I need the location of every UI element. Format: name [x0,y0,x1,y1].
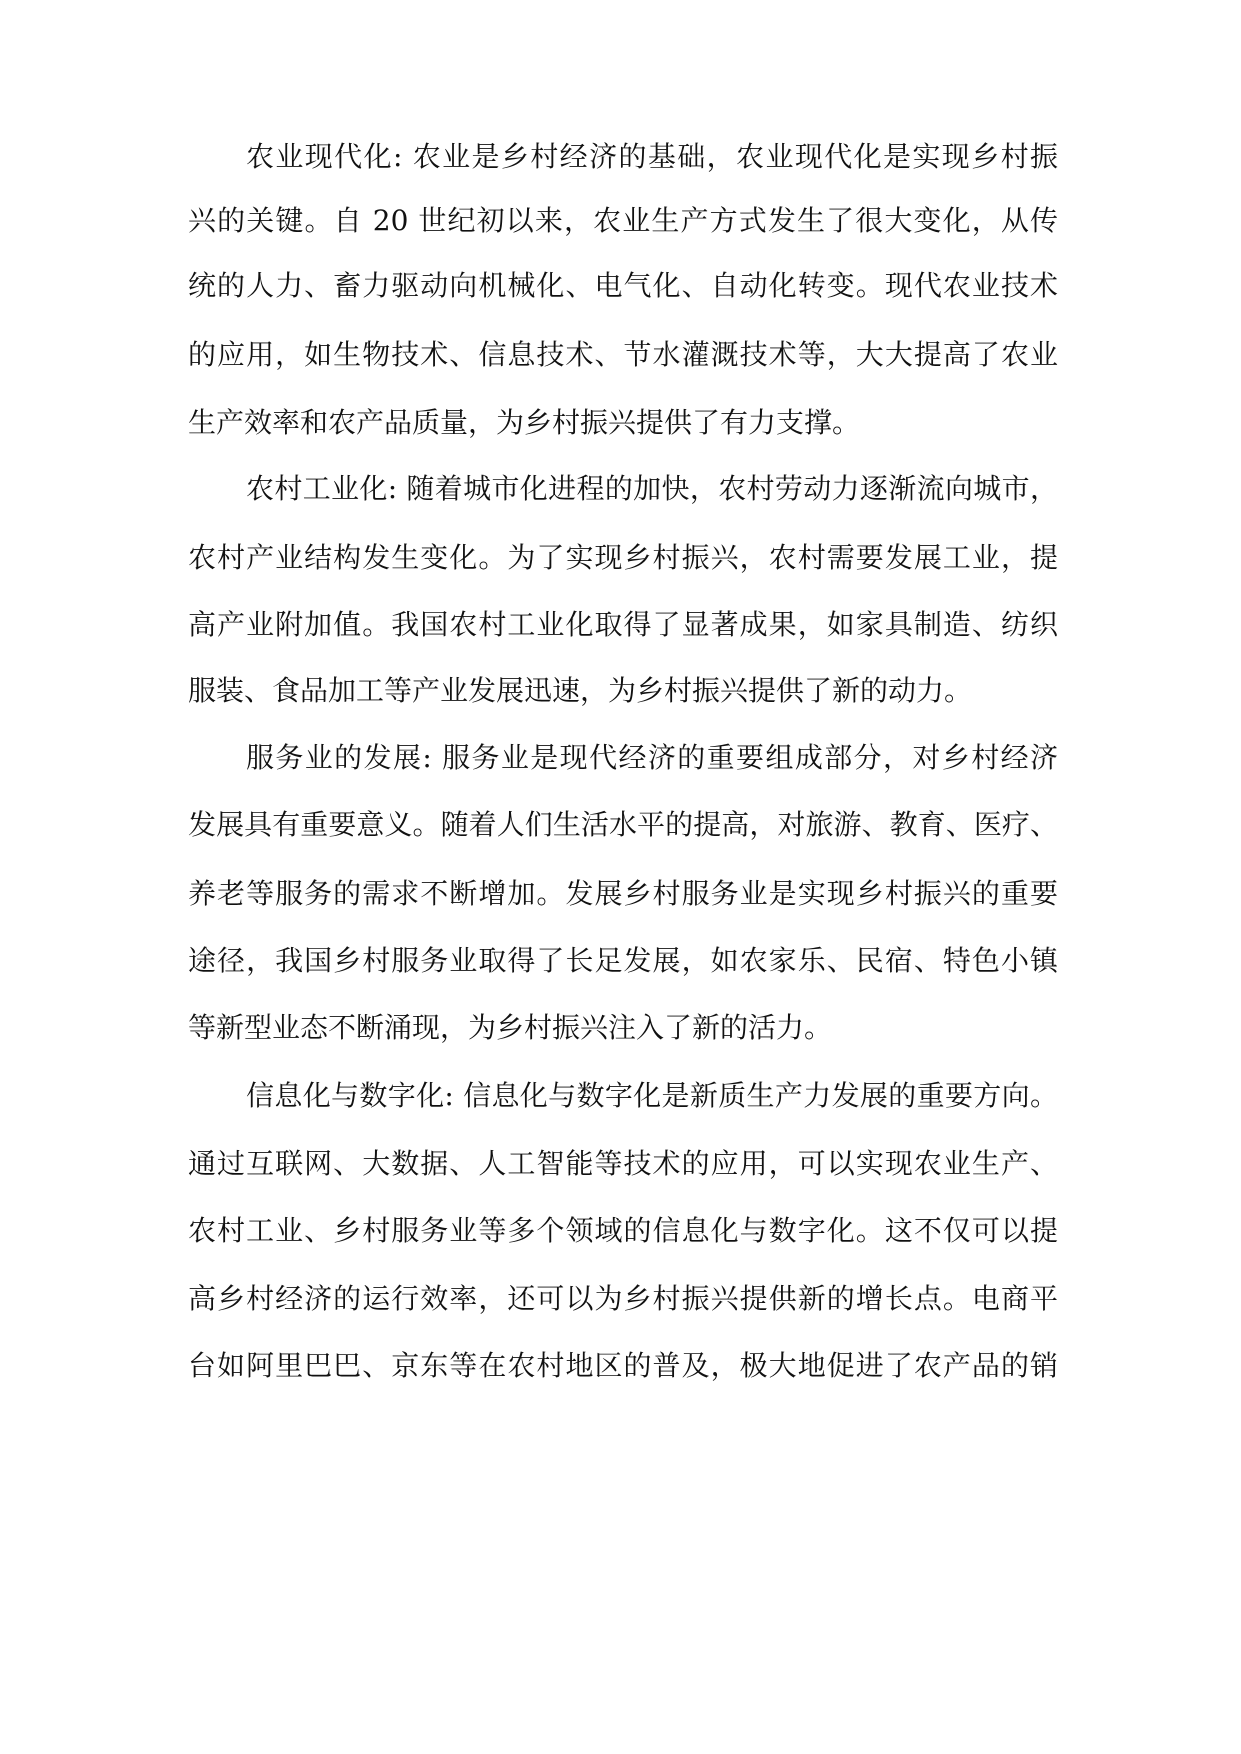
paragraph-agriculture-line-4: 的应用，如生物技术、信息技术、节水灌溉技术等，大大提高了农业 [188,338,1058,371]
paragraph-industrialization-line-4: 服装、食品加工等产业发展迅速，为乡村振兴提供了新的动力。 [188,674,973,707]
paragraph-digitalization-line-1: 信息化与数字化: 信息化与数字化是新质生产力发展的重要方向。 [246,1079,1058,1112]
paragraph-agriculture-line-3: 统的人力、畜力驱动向机械化、电气化、自动化转变。现代农业技术 [188,269,1058,302]
paragraph-industrialization-line-2: 农村产业结构发生变化。为了实现乡村振兴，农村需要发展工业，提 [188,541,1058,574]
paragraph-digitalization-line-3: 农村工业、乡村服务业等多个领域的信息化与数字化。这不仅可以提 [188,1214,1058,1247]
paragraph-services-line-2: 发展具有重要意义。随着人们生活水平的提高，对旅游、教育、医疗、 [188,808,1058,841]
paragraph-services-line-1: 服务业的发展: 服务业是现代经济的重要组成部分，对乡村经济 [246,741,1058,774]
paragraph-digitalization-line-4: 高乡村经济的运行效率，还可以为乡村振兴提供新的增长点。电商平 [188,1282,1058,1315]
paragraph-services-line-5: 等新型业态不断涌现，为乡村振兴注入了新的活力。 [188,1011,833,1044]
paragraph-services-line-4: 途径，我国乡村服务业取得了长足发展，如农家乐、民宿、特色小镇 [188,944,1058,977]
paragraph-agriculture-line-1: 农业现代化: 农业是乡村经济的基础，农业现代化是实现乡村振 [246,140,1058,173]
paragraph-digitalization-line-5: 台如阿里巴巴、京东等在农村地区的普及，极大地促进了农产品的销 [188,1349,1058,1382]
paragraph-industrialization-line-3: 高产业附加值。我国农村工业化取得了显著成果，如家具制造、纺织 [188,608,1058,641]
paragraph-agriculture-line-2: 兴的关键。自 20 世纪初以来，农业生产方式发生了很大变化，从传 [188,204,1058,237]
paragraph-digitalization-line-2: 通过互联网、大数据、人工智能等技术的应用，可以实现农业生产、 [188,1147,1058,1180]
paragraph-industrialization-line-1: 农村工业化: 随着城市化进程的加快，农村劳动力逐渐流向城市， [246,472,1058,505]
paragraph-agriculture-line-5: 生产效率和农产品质量，为乡村振兴提供了有力支撑。 [188,406,861,439]
paragraph-services-line-3: 养老等服务的需求不断增加。发展乡村服务业是实现乡村振兴的重要 [188,877,1058,910]
